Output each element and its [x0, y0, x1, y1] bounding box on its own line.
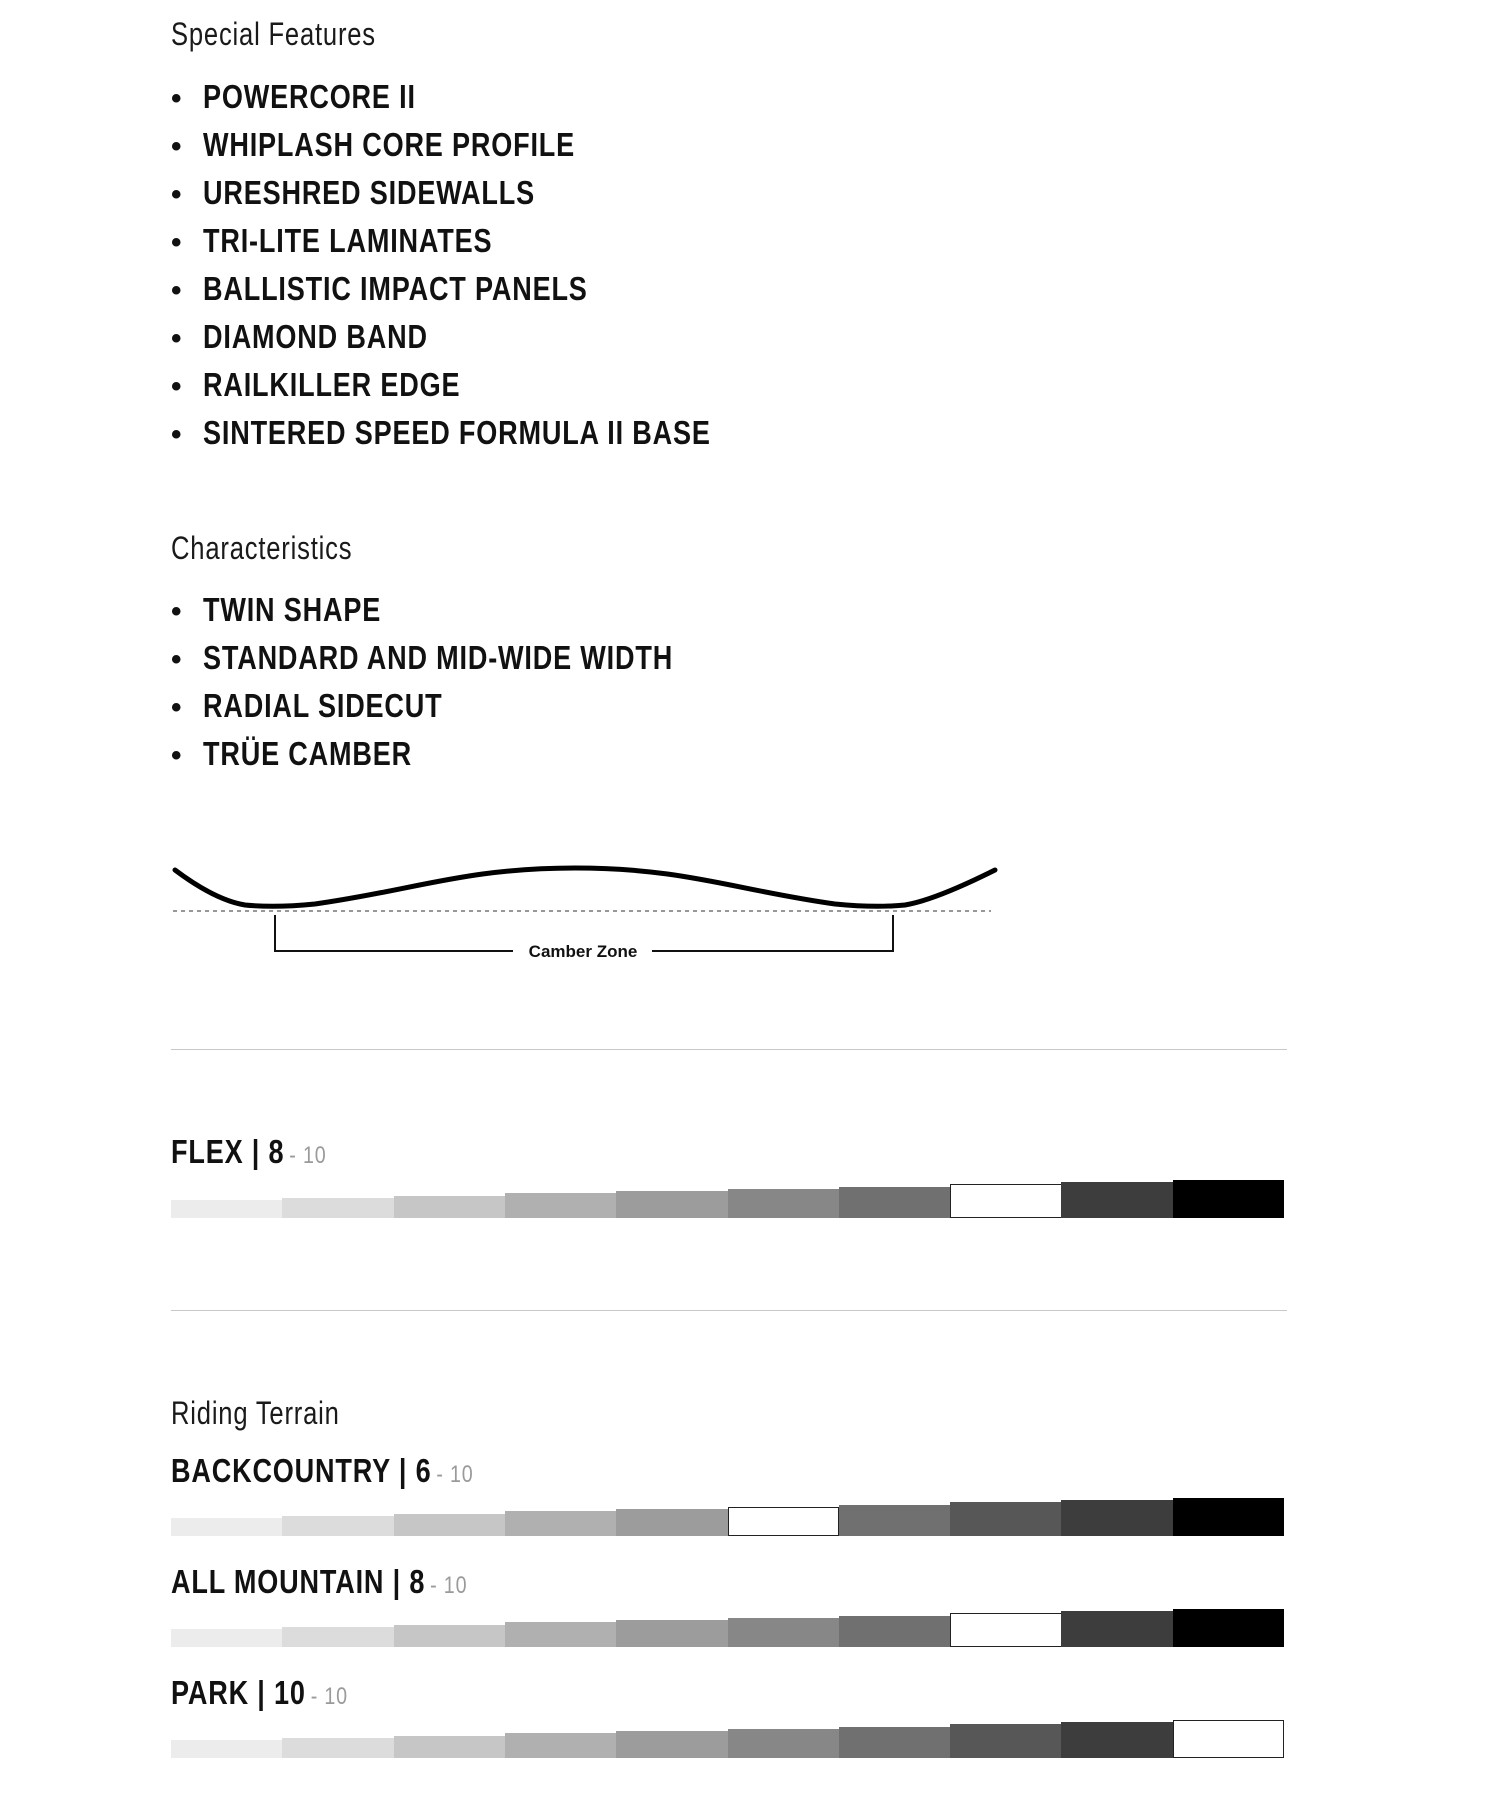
scale-segment-3 [394, 1736, 506, 1758]
camber-profile-diagram [165, 855, 1005, 970]
bullet-icon: • [171, 226, 183, 259]
scale-segment-1 [171, 1200, 283, 1218]
characteristics-list [171, 586, 776, 778]
camber-zone-label: Camber Zone [528, 942, 638, 961]
scale-segment-10 [1173, 1498, 1285, 1536]
scale-segment-10 [1173, 1609, 1285, 1647]
scale-segment-5 [616, 1191, 728, 1218]
scale-segment-1 [171, 1629, 283, 1647]
list-item: • TRI-LITE LAMINATES [171, 217, 822, 265]
list-item: • URESHRED SIDEWALLS [171, 169, 822, 217]
rating-scale: - 10 [289, 1142, 327, 1169]
scale-segment-7 [839, 1187, 951, 1218]
scale-segment-5 [616, 1509, 728, 1536]
scale-segment-3 [394, 1514, 506, 1536]
list-item: • RADIAL SIDECUT [171, 682, 776, 730]
bullet-icon: • [171, 739, 183, 772]
scale-segment-10 [1173, 1180, 1285, 1218]
rating-value: 8 [268, 1133, 285, 1170]
rating-name: FLEX [171, 1133, 244, 1170]
scale-segment-2 [282, 1198, 394, 1218]
characteristics-heading: Characteristics [171, 530, 353, 566]
bullet-icon: • [171, 370, 183, 403]
scale-segment-3 [394, 1625, 506, 1647]
scale-segment-9 [1061, 1182, 1173, 1218]
list-item: • POWERCORE II [171, 73, 822, 121]
bullet-icon: • [171, 418, 183, 451]
scale-segment-4 [505, 1511, 617, 1536]
park-scale-bar [171, 1720, 1284, 1758]
scale-segment-4 [505, 1193, 617, 1218]
scale-segment-8 [950, 1724, 1062, 1758]
scale-segment-3 [394, 1196, 506, 1218]
scale-segment-7 [839, 1616, 951, 1647]
scale-segment-1 [171, 1740, 283, 1758]
scale-segment-9 [1061, 1722, 1173, 1758]
flex-rating-label [171, 1133, 327, 1171]
rating-separator: | [257, 1674, 266, 1711]
list-item: • RAILKILLER EDGE [171, 361, 822, 409]
scale-segment-1 [171, 1518, 283, 1536]
scale-segment-9 [1061, 1611, 1173, 1647]
scale-segment-2 [282, 1627, 394, 1647]
backcountry-rating-label [171, 1452, 474, 1490]
bullet-icon: • [171, 274, 183, 307]
list-item: • TRÜE CAMBER [171, 730, 776, 778]
scale-segment-6 [728, 1618, 840, 1647]
backcountry-scale-bar [171, 1498, 1284, 1536]
section-divider [171, 1310, 1287, 1311]
bullet-icon: • [171, 691, 183, 724]
bullet-icon: • [171, 130, 183, 163]
scale-segment-8 [950, 1184, 1062, 1218]
list-item: • BALLISTIC IMPACT PANELS [171, 265, 822, 313]
bullet-icon: • [171, 178, 183, 211]
list-item: • SINTERED SPEED FORMULA II BASE [171, 409, 822, 457]
scale-segment-8 [950, 1613, 1062, 1647]
scale-segment-6 [728, 1189, 840, 1218]
riding-terrain-heading: Riding Terrain [171, 1395, 340, 1431]
rating-value: 8 [409, 1563, 426, 1600]
scale-segment-10 [1173, 1720, 1285, 1758]
rating-separator: | [251, 1133, 261, 1170]
special-features-list [171, 73, 822, 457]
list-item: • DIAMOND BAND [171, 313, 822, 361]
all-mountain-rating-label [171, 1563, 467, 1601]
all-mountain-scale-bar [171, 1609, 1284, 1647]
scale-segment-5 [616, 1731, 728, 1758]
bullet-icon: • [171, 82, 183, 115]
rating-scale: - 10 [310, 1683, 348, 1710]
bullet-icon: • [171, 643, 183, 676]
scale-segment-6 [728, 1507, 840, 1536]
park-rating-label [171, 1674, 348, 1712]
list-item: • TWIN SHAPE [171, 586, 776, 634]
bullet-icon: • [171, 595, 183, 628]
scale-segment-7 [839, 1505, 951, 1536]
scale-segment-2 [282, 1738, 394, 1758]
scale-segment-7 [839, 1727, 951, 1758]
scale-segment-6 [728, 1729, 840, 1758]
bullet-icon: • [171, 322, 183, 355]
special-features-heading: Special Features [171, 16, 376, 52]
rating-separator: | [392, 1563, 402, 1600]
rating-scale: - 10 [436, 1461, 474, 1488]
rating-scale: - 10 [430, 1572, 468, 1599]
list-item: • STANDARD AND MID-WIDE WIDTH [171, 634, 776, 682]
flex-scale-bar [171, 1180, 1284, 1218]
rating-value: 6 [415, 1452, 432, 1489]
section-divider [171, 1049, 1287, 1050]
board-profile-curve [175, 868, 995, 906]
rating-name: BACKCOUNTRY [171, 1452, 391, 1489]
rating-value: 10 [274, 1674, 306, 1711]
list-item: • WHIPLASH CORE PROFILE [171, 121, 822, 169]
scale-segment-9 [1061, 1500, 1173, 1536]
scale-segment-2 [282, 1516, 394, 1536]
scale-segment-5 [616, 1620, 728, 1647]
scale-segment-8 [950, 1502, 1062, 1536]
rating-name: ALL MOUNTAIN [171, 1563, 385, 1600]
scale-segment-4 [505, 1622, 617, 1647]
rating-separator: | [398, 1452, 408, 1489]
rating-name: PARK [171, 1674, 249, 1711]
scale-segment-4 [505, 1733, 617, 1758]
